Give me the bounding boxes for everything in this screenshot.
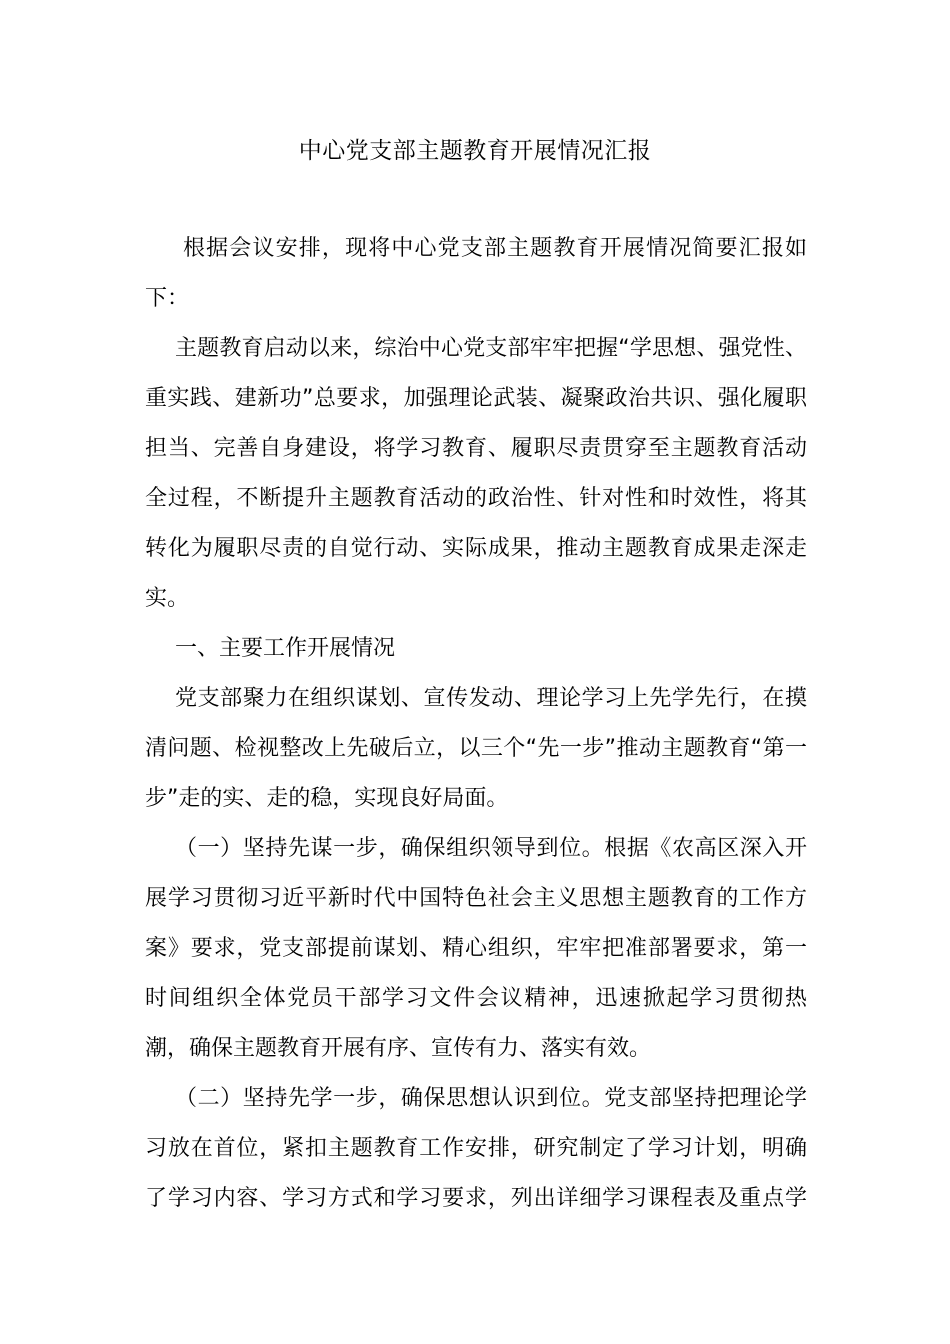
paragraph-line: （二）坚持先学一步，确保思想认识到位。党支部坚持把理论学: [175, 1086, 807, 1111]
paragraph-line: 主题教育启动以来，综治中心党支部牢牢把握“学思想、强党性、: [175, 336, 807, 361]
paragraph-line: 转化为履职尽责的自觉行动、实际成果，推动主题教育成果走深走: [145, 536, 807, 561]
paragraph-line: 根据会议安排，现将中心党支部主题教育开展情况简要汇报如: [183, 236, 807, 261]
paragraph-line: 实。: [145, 586, 190, 611]
paragraph-line: （一）坚持先谋一步，确保组织领导到位。根据《农高区深入开: [175, 836, 807, 861]
section-heading: 一、主要工作开展情况: [175, 636, 396, 661]
paragraph-line: 时间组织全体党员干部学习文件会议精神，迅速掀起学习贯彻热: [145, 986, 807, 1011]
paragraph-line: 步”走的实、走的稳，实现良好局面。: [145, 786, 509, 811]
document-title: 中心党支部主题教育开展情况汇报: [298, 138, 652, 164]
paragraph-line: 重实践、建新功”总要求，加强理论武装、凝聚政治共识、强化履职: [145, 386, 807, 411]
paragraph-line: 下：: [145, 286, 190, 311]
paragraph-line: 党支部聚力在组织谋划、宣传发动、理论学习上先学先行，在摸: [175, 686, 807, 711]
paragraph-line: 全过程，不断提升主题教育活动的政治性、针对性和时效性，将其: [145, 486, 807, 511]
paragraph-line: 担当、完善自身建设，将学习教育、履职尽责贯穿至主题教育活动: [145, 436, 807, 461]
paragraph-line: 展学习贯彻习近平新时代中国特色社会主义思想主题教育的工作方: [145, 886, 807, 911]
paragraph-line: 案》要求，党支部提前谋划、精心组织，牢牢把准部署要求，第一: [145, 936, 807, 961]
paragraph-line: 清问题、检视整改上先破后立，以三个“先一步”推动主题教育“第一: [145, 736, 807, 761]
paragraph-line: 了学习内容、学习方式和学习要求，列出详细学习课程表及重点学: [145, 1186, 807, 1211]
paragraph-line: 习放在首位，紧扣主题教育工作安排，研究制定了学习计划，明确: [145, 1136, 807, 1161]
paragraph-line: 潮，确保主题教育开展有序、宣传有力、落实有效。: [145, 1036, 652, 1061]
